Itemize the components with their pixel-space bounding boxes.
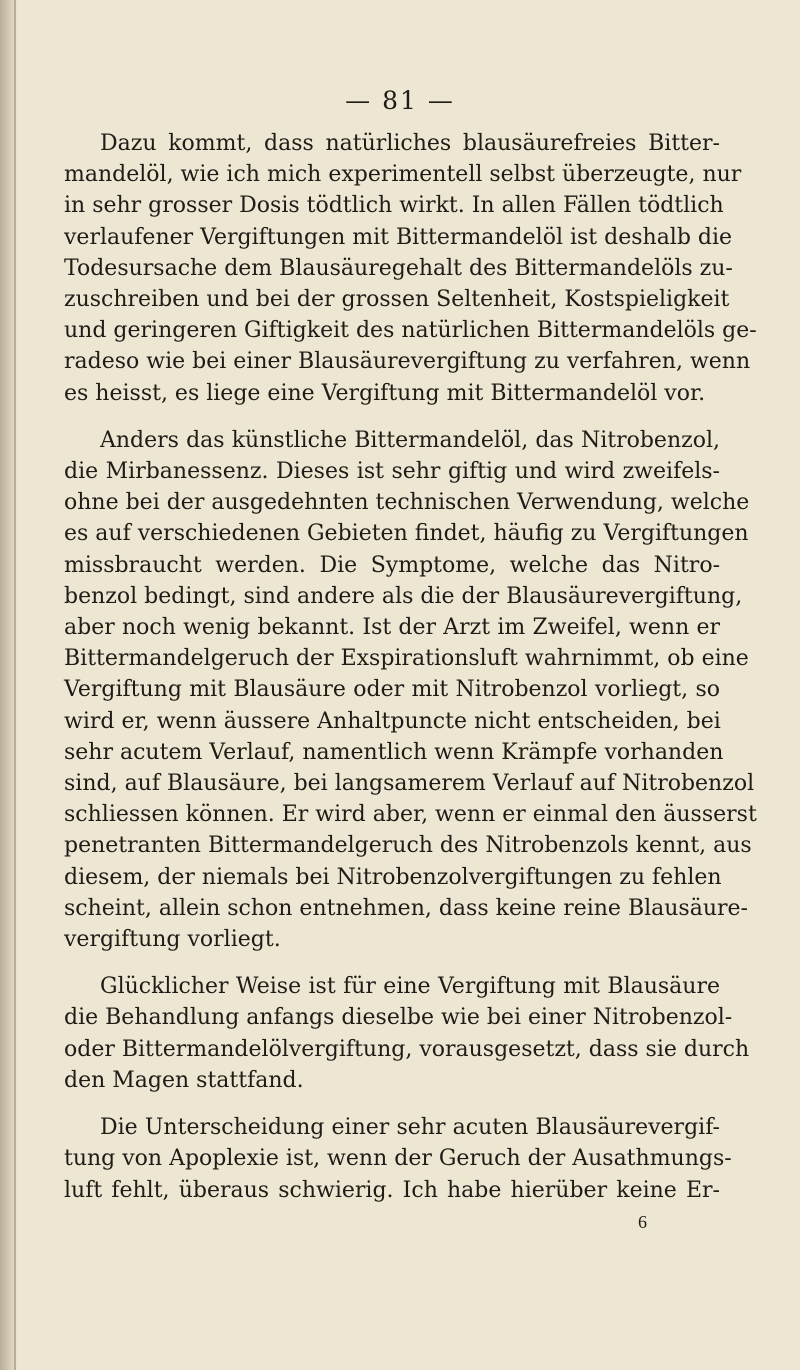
page-binding-edge: [14, 0, 16, 1370]
paragraph-line: die Behandlung anfangs dieselbe wie bei einer Nitrobenzol-: [64, 1005, 733, 1031]
paragraph-line: missbraucht werden. Die Symptome, welche das Nitro-: [64, 552, 720, 578]
paragraph-line: vergiftung vorliegt.: [64, 927, 281, 953]
paragraph-line: Todesursache dem Blausäuregehalt des Bittermandelöls zu-: [64, 255, 733, 281]
paragraph-line: aber noch wenig bekannt. Ist der Arzt im Zweifel, wenn er: [64, 615, 720, 641]
paragraph-line: diesem, der niemals bei Nitrobenzolvergiftungen zu fehlen: [64, 864, 722, 890]
paragraph-line: in sehr grosser Dosis tödtlich wirkt. In allen Fällen tödtlich: [64, 193, 724, 219]
paragraph-line: zuschreiben und bei der grossen Seltenheit, Kostspieligkeit: [64, 287, 730, 313]
paragraph-line: tung von Apoplexie ist, wenn der Geruch der Ausathmungs-: [64, 1146, 732, 1172]
paragraph-line: Die Unterscheidung einer sehr acuten Blausäurevergif-: [100, 1115, 720, 1141]
paragraph-line: ohne bei der ausgedehnten technischen Verwendung, welche: [64, 490, 750, 516]
paragraph-3: [64, 971, 750, 1096]
paragraph-line: penetranten Bittermandelgeruch des Nitrobenzols kennt, aus: [64, 833, 752, 859]
paragraph-line: benzol bedingt, sind andere als die der Blausäurevergiftung,: [64, 583, 743, 609]
paragraph-line: den Magen stattfand.: [64, 1067, 304, 1093]
paragraph-line: scheint, allein schon entnehmen, dass keine reine Blausäure-: [64, 895, 748, 921]
paragraph-line: es auf verschiedenen Gebieten findet, häufig zu Vergiftungen: [64, 521, 749, 547]
paragraph-line: Anders das künstliche Bittermandelöl, das Nitrobenzol,: [100, 427, 720, 453]
paragraph-line: schliessen können. Er wird aber, wenn er einmal den äusserst: [64, 802, 757, 828]
paragraph-line: und geringeren Giftigkeit des natürlichen Bittermandelöls ge-: [64, 318, 757, 344]
paragraph-line: luft fehlt, überaus schwierig. Ich habe hierüber keine Er-: [64, 1177, 720, 1203]
signature-mark: 6: [638, 1212, 647, 1232]
paragraph-line: Bittermandelgeruch der Exspirationsluft wahrnimmt, ob eine: [64, 646, 749, 672]
paragraph-line: Vergiftung mit Blausäure oder mit Nitrobenzol vorliegt, so: [64, 677, 720, 703]
paragraph-line: mandelöl, wie ich mich experimentell selbst überzeugte, nur: [64, 162, 742, 188]
body-text: [64, 128, 757, 1206]
paragraph-line: wird er, wenn äussere Anhaltpuncte nicht entscheiden, bei: [64, 708, 721, 734]
paragraph-line: radeso wie bei einer Blausäurevergiftung zu verfahren, wenn: [64, 349, 751, 375]
paragraph-4: [64, 1112, 732, 1206]
paragraph-line: sehr acutem Verlauf, namentlich wenn Krämpfe vorhanden: [64, 739, 724, 765]
paragraph-line: die Mirbanessenz. Dieses ist sehr giftig und wird zweifels-: [64, 459, 720, 485]
paragraph-line: verlaufener Vergiftungen mit Bittermandelöl ist deshalb die: [64, 224, 733, 250]
paragraph-line: Dazu kommt, dass natürliches blausäurefreies Bitter-: [100, 131, 720, 156]
paragraph-1: [64, 128, 757, 409]
paragraph-line: Glücklicher Weise ist für eine Vergiftung mit Blausäure: [100, 974, 720, 1000]
paragraph-line: es heisst, es liege eine Vergiftung mit Bittermandelöl vor.: [64, 380, 706, 406]
paragraph-2: [64, 425, 757, 955]
page-number: — 81 —: [345, 86, 455, 115]
paragraph-line: oder Bittermandelölvergiftung, vorausgesetzt, dass sie durch: [64, 1036, 750, 1062]
paragraph-line: sind, auf Blausäure, bei langsamerem Verlauf auf Nitrobenzol: [64, 771, 755, 797]
